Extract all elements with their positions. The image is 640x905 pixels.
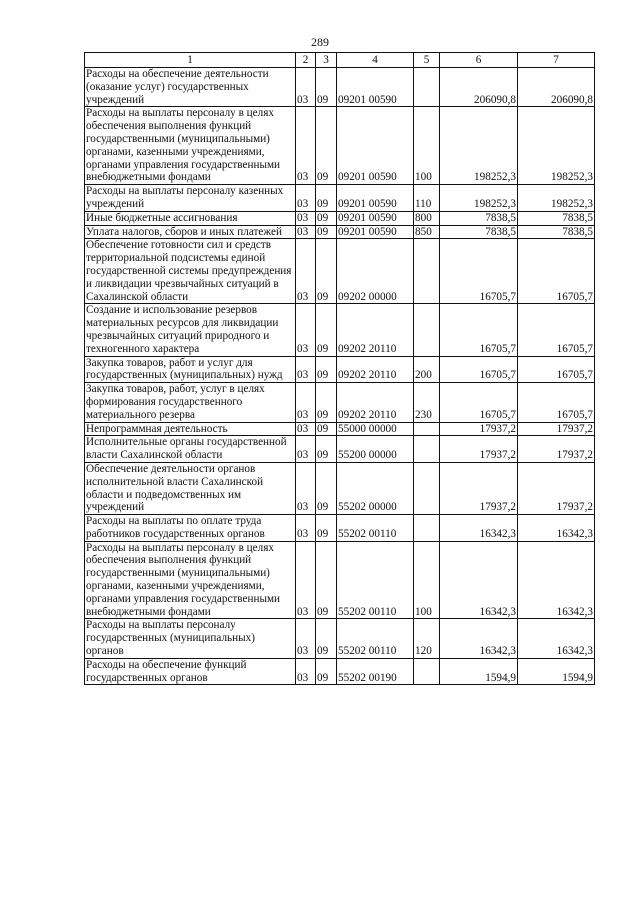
amount-col7-cell: 17937,2	[518, 436, 595, 463]
name-cell: Закупка товаров, работ, услуг в целях формирования государственного материального резерва	[85, 383, 296, 422]
expense-kind-cell: 110	[414, 185, 440, 212]
amount-col6-cell: 198252,3	[440, 107, 518, 185]
target-article-cell: 09201 00590	[337, 185, 414, 212]
expense-kind-cell: 850	[414, 225, 440, 239]
section-code-cell: 03	[296, 436, 316, 463]
section-code-cell: 03	[296, 619, 316, 658]
section-code-cell: 03	[296, 211, 316, 225]
table-row	[85, 658, 595, 685]
amount-col7-cell: 198252,3	[518, 107, 595, 185]
target-article-cell: 09201 00590	[337, 225, 414, 239]
expense-kind-cell	[414, 422, 440, 436]
name-cell: Закупка товаров, работ и услуг для государственных (муниципальных) нужд	[85, 356, 296, 383]
subsection-code-cell: 09	[316, 225, 337, 239]
target-article-cell: 09202 20110	[337, 356, 414, 383]
target-article-cell: 55202 00110	[337, 515, 414, 542]
name-cell: Обеспечение готовности сил и средств территориальной подсистемы единой государственной системы предупреждения и ликвидации чрезвычайных ситуаций в Сахалинской области	[85, 239, 296, 304]
amount-col7-cell: 16342,3	[518, 619, 595, 658]
amount-col7-cell: 16705,7	[518, 304, 595, 356]
amount-col6-cell: 17937,2	[440, 422, 518, 436]
amount-col7-cell: 7838,5	[518, 225, 595, 239]
expense-kind-cell	[414, 436, 440, 463]
target-article-cell: 09202 20110	[337, 304, 414, 356]
subsection-code-cell: 09	[316, 211, 337, 225]
name-cell: Непрограммная деятельность	[85, 422, 296, 436]
table-row	[85, 185, 595, 212]
expense-kind-cell: 200	[414, 356, 440, 383]
table-row	[85, 383, 595, 422]
amount-col6-cell: 16705,7	[440, 304, 518, 356]
subsection-code-cell: 09	[316, 515, 337, 542]
section-code-cell: 03	[296, 422, 316, 436]
header-cell: 5	[414, 53, 440, 68]
section-code-cell: 03	[296, 356, 316, 383]
name-cell: Расходы на выплаты персоналу государственных (муниципальных) органов	[85, 619, 296, 658]
expense-kind-cell: 100	[414, 107, 440, 185]
table-row	[85, 356, 595, 383]
expense-kind-cell	[414, 68, 440, 107]
subsection-code-cell: 09	[316, 356, 337, 383]
amount-col6-cell: 198252,3	[440, 185, 518, 212]
page-number: 289	[311, 35, 329, 49]
expense-kind-cell: 800	[414, 211, 440, 225]
amount-col6-cell: 1594,9	[440, 658, 518, 685]
table-row	[85, 107, 595, 185]
amount-col7-cell: 198252,3	[518, 185, 595, 212]
amount-col6-cell: 16342,3	[440, 541, 518, 619]
target-article-cell: 09201 00590	[337, 211, 414, 225]
target-article-cell: 55202 00000	[337, 462, 414, 514]
expense-kind-cell	[414, 304, 440, 356]
amount-col6-cell: 7838,5	[440, 225, 518, 239]
amount-col7-cell: 17937,2	[518, 422, 595, 436]
target-article-cell: 09202 00000	[337, 239, 414, 304]
section-code-cell: 03	[296, 107, 316, 185]
target-article-cell: 09202 20110	[337, 383, 414, 422]
budget-table	[84, 52, 595, 685]
table-row	[85, 239, 595, 304]
target-article-cell: 55000 00000	[337, 422, 414, 436]
header-cell: 3	[316, 53, 337, 68]
expense-kind-cell	[414, 239, 440, 304]
name-cell: Расходы на обеспечение деятельности (оказание услуг) государственных учреждений	[85, 68, 296, 107]
section-code-cell: 03	[296, 541, 316, 619]
header-cell: 4	[337, 53, 414, 68]
table-row	[85, 515, 595, 542]
header-cell: 2	[296, 53, 316, 68]
header-cell: 7	[518, 53, 595, 68]
name-cell: Исполнительные органы государственной власти Сахалинской области	[85, 436, 296, 463]
amount-col6-cell: 17937,2	[440, 436, 518, 463]
table-row	[85, 211, 595, 225]
amount-col7-cell: 7838,5	[518, 211, 595, 225]
target-article-cell: 55202 00110	[337, 541, 414, 619]
table-row	[85, 436, 595, 463]
name-cell: Расходы на выплаты персоналу казенных учреждений	[85, 185, 296, 212]
header-cell: 6	[440, 53, 518, 68]
name-cell: Уплата налогов, сборов и иных платежей	[85, 225, 296, 239]
section-code-cell: 03	[296, 658, 316, 685]
header-cell: 1	[85, 53, 296, 68]
subsection-code-cell: 09	[316, 462, 337, 514]
expense-kind-cell	[414, 462, 440, 514]
name-cell: Обеспечение деятельности органов исполнительной власти Сахалинской области и подведомственных им учреждений	[85, 462, 296, 514]
table-row	[85, 462, 595, 514]
amount-col7-cell: 16705,7	[518, 383, 595, 422]
name-cell: Иные бюджетные ассигнования	[85, 211, 296, 225]
target-article-cell: 09201 00590	[337, 107, 414, 185]
amount-col6-cell: 16342,3	[440, 515, 518, 542]
expense-kind-cell: 120	[414, 619, 440, 658]
section-code-cell: 03	[296, 239, 316, 304]
table-row	[85, 304, 595, 356]
name-cell: Расходы на выплаты по оплате труда работников государственных органов	[85, 515, 296, 542]
section-code-cell: 03	[296, 225, 316, 239]
subsection-code-cell: 09	[316, 658, 337, 685]
table-row	[85, 422, 595, 436]
amount-col7-cell: 16342,3	[518, 515, 595, 542]
amount-col6-cell: 16342,3	[440, 619, 518, 658]
subsection-code-cell: 09	[316, 68, 337, 107]
amount-col6-cell: 17937,2	[440, 462, 518, 514]
amount-col6-cell: 16705,7	[440, 383, 518, 422]
subsection-code-cell: 09	[316, 422, 337, 436]
subsection-code-cell: 09	[316, 107, 337, 185]
amount-col7-cell: 16705,7	[518, 239, 595, 304]
amount-col7-cell: 16705,7	[518, 356, 595, 383]
amount-col7-cell: 17937,2	[518, 462, 595, 514]
section-code-cell: 03	[296, 515, 316, 542]
table-row	[85, 225, 595, 239]
subsection-code-cell: 09	[316, 541, 337, 619]
name-cell: Расходы на обеспечение функций государственных органов	[85, 658, 296, 685]
subsection-code-cell: 09	[316, 619, 337, 658]
subsection-code-cell: 09	[316, 436, 337, 463]
expense-kind-cell	[414, 515, 440, 542]
subsection-code-cell: 09	[316, 304, 337, 356]
table-row	[85, 619, 595, 658]
table-row	[85, 541, 595, 619]
section-code-cell: 03	[296, 68, 316, 107]
header-row	[85, 53, 595, 68]
target-article-cell: 55202 00110	[337, 619, 414, 658]
target-article-cell: 09201 00590	[337, 68, 414, 107]
name-cell: Расходы на выплаты персоналу в целях обеспечения выполнения функций государственными (муниципальными) органами, казенными учреждениями, органами управления государственными внебюджетными фондами	[85, 107, 296, 185]
target-article-cell: 55202 00190	[337, 658, 414, 685]
amount-col7-cell: 206090,8	[518, 68, 595, 107]
section-code-cell: 03	[296, 304, 316, 356]
section-code-cell: 03	[296, 185, 316, 212]
amount-col6-cell: 16705,7	[440, 239, 518, 304]
amount-col7-cell: 16342,3	[518, 541, 595, 619]
name-cell: Расходы на выплаты персоналу в целях обеспечения выполнения функций государственными (муниципальными) органами, казенными учреждениями, органами управления государственными внебюджетными фондами	[85, 541, 296, 619]
subsection-code-cell: 09	[316, 239, 337, 304]
amount-col7-cell: 1594,9	[518, 658, 595, 685]
amount-col6-cell: 7838,5	[440, 211, 518, 225]
name-cell: Создание и использование резервов материальных ресурсов для ликвидации чрезвычайных ситуаций природного и техногенного характера	[85, 304, 296, 356]
table-body	[85, 68, 595, 685]
target-article-cell: 55200 00000	[337, 436, 414, 463]
subsection-code-cell: 09	[316, 383, 337, 422]
expense-kind-cell: 100	[414, 541, 440, 619]
amount-col6-cell: 16705,7	[440, 356, 518, 383]
section-code-cell: 03	[296, 462, 316, 514]
subsection-code-cell: 09	[316, 185, 337, 212]
section-code-cell: 03	[296, 383, 316, 422]
expense-kind-cell	[414, 658, 440, 685]
amount-col6-cell: 206090,8	[440, 68, 518, 107]
expense-kind-cell: 230	[414, 383, 440, 422]
table-row	[85, 68, 595, 107]
